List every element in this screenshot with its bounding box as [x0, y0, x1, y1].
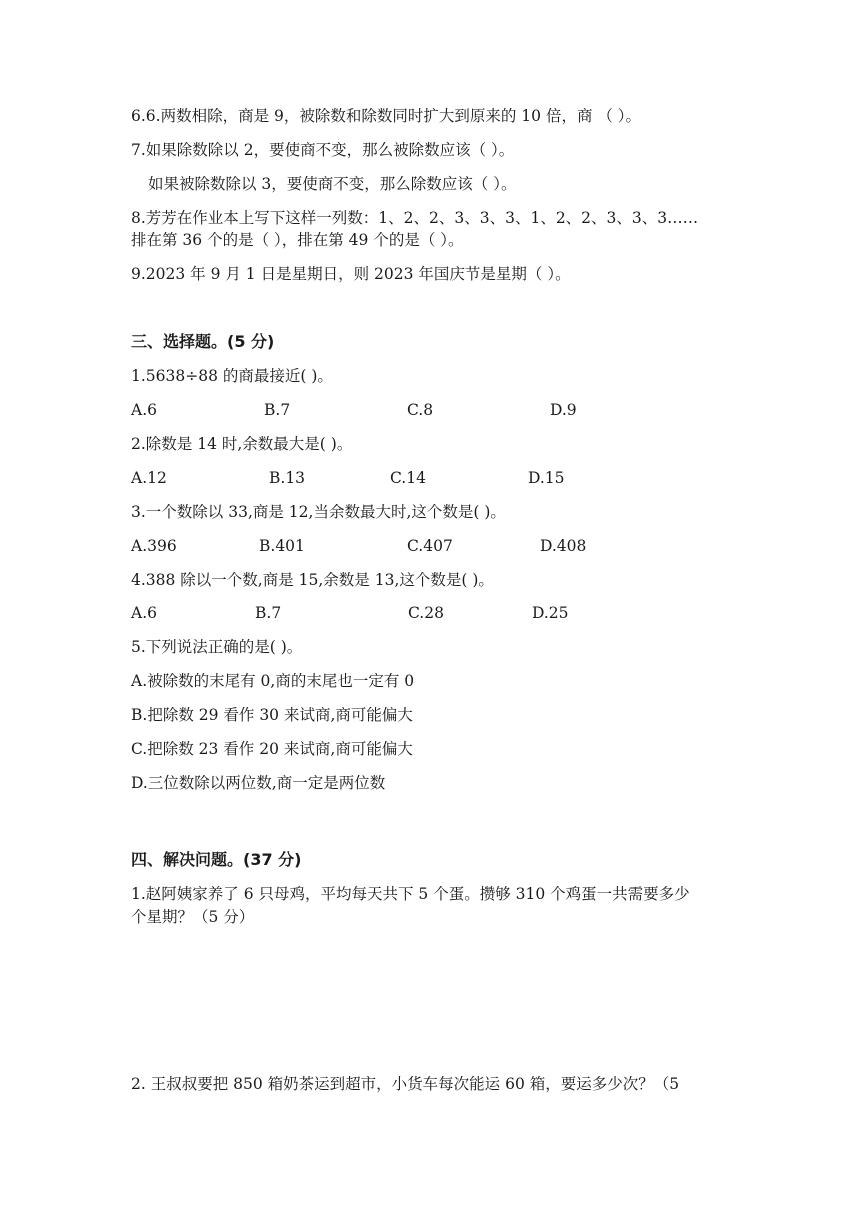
choice-q4-option-d: D.25 [532, 604, 569, 622]
choice-q5-stem: 5.下列说法正确的是( )。 [131, 638, 303, 656]
choice-heading: 三、选择题。(5 分) [131, 332, 275, 351]
question-7-part-a: 7.如果除数除以 2，要使商不变，那么被除数应该（ ）。 [131, 141, 515, 159]
choice-q5-option-b: B.把除数 29 看作 30 来试商,商可能偏大 [131, 706, 413, 724]
choice-q4-option-b: B.7 [255, 604, 282, 622]
choice-q2-stem: 2.除数是 14 时,余数最大是( )。 [131, 435, 353, 453]
choice-q1-option-c: C.8 [407, 401, 434, 419]
choice-q3-stem: 3.一个数除以 33,商是 12,当余数最大时,这个数是( )。 [131, 503, 506, 521]
choice-q1-stem: 1.5638÷88 的商最接近( )。 [131, 367, 333, 385]
problem-1-line-1: 1.赵阿姨家养了 6 只母鸡，平均每天共下 5 个蛋。攒够 310 个鸡蛋一共需要多少 [131, 885, 690, 903]
problem-2-line-1: 2. 王叔叔要把 850 箱奶茶运到超市，小货车每次能运 60 箱，要运多少次？（5 [131, 1075, 680, 1093]
choice-q2-option-c: C.14 [390, 469, 426, 487]
question-8-part-a: 8.芳芳在作业本上写下这样一列数：1、2、2、3、3、3、1、2、2、3、3、3…… [131, 209, 699, 227]
choice-q4-option-c: C.28 [408, 604, 444, 622]
choice-q2-option-b: B.13 [269, 469, 306, 487]
choice-q4-option-a: A.6 [131, 604, 157, 622]
choice-q3-option-d: D.408 [540, 537, 587, 555]
question-7-part-b: 如果被除数除以 3，要使商不变，那么除数应该（ ）。 [148, 175, 517, 193]
question-9: 9.2023 年 9 月 1 日是星期日，则 2023 年国庆节是星期（ ）。 [131, 265, 571, 283]
choice-q3-option-b: B.401 [259, 537, 305, 555]
choice-q2-option-a: A.12 [131, 469, 167, 487]
choice-q1-option-d: D.9 [550, 401, 577, 419]
choice-q4-stem: 4.388 除以一个数,商是 15,余数是 13,这个数是( )。 [131, 571, 494, 589]
problem-1-line-2: 个星期？（5 分） [131, 908, 255, 926]
choice-q5-option-d: D.三位数除以两位数,商一定是两位数 [131, 774, 386, 792]
choice-q5-option-c: C.把除数 23 看作 20 来试商,商可能偏大 [131, 740, 413, 758]
question-6: 6.6.两数相除，商是 9，被除数和除数同时扩大到原来的 10 倍，商 （ ）。 [131, 107, 642, 125]
problem-heading: 四、解决问题。(37 分) [131, 850, 302, 869]
choice-q5-option-a: A.被除数的末尾有 0,商的末尾也一定有 0 [131, 672, 415, 690]
choice-q1-option-a: A.6 [131, 401, 157, 419]
choice-q1-option-b: B.7 [264, 401, 291, 419]
question-8-part-b: 排在第 36 个的是（ ），排在第 49 个的是（ ）。 [131, 231, 464, 249]
choice-q2-option-d: D.15 [528, 469, 565, 487]
choice-q3-option-a: A.396 [131, 537, 177, 555]
choice-q3-option-c: C.407 [407, 537, 453, 555]
